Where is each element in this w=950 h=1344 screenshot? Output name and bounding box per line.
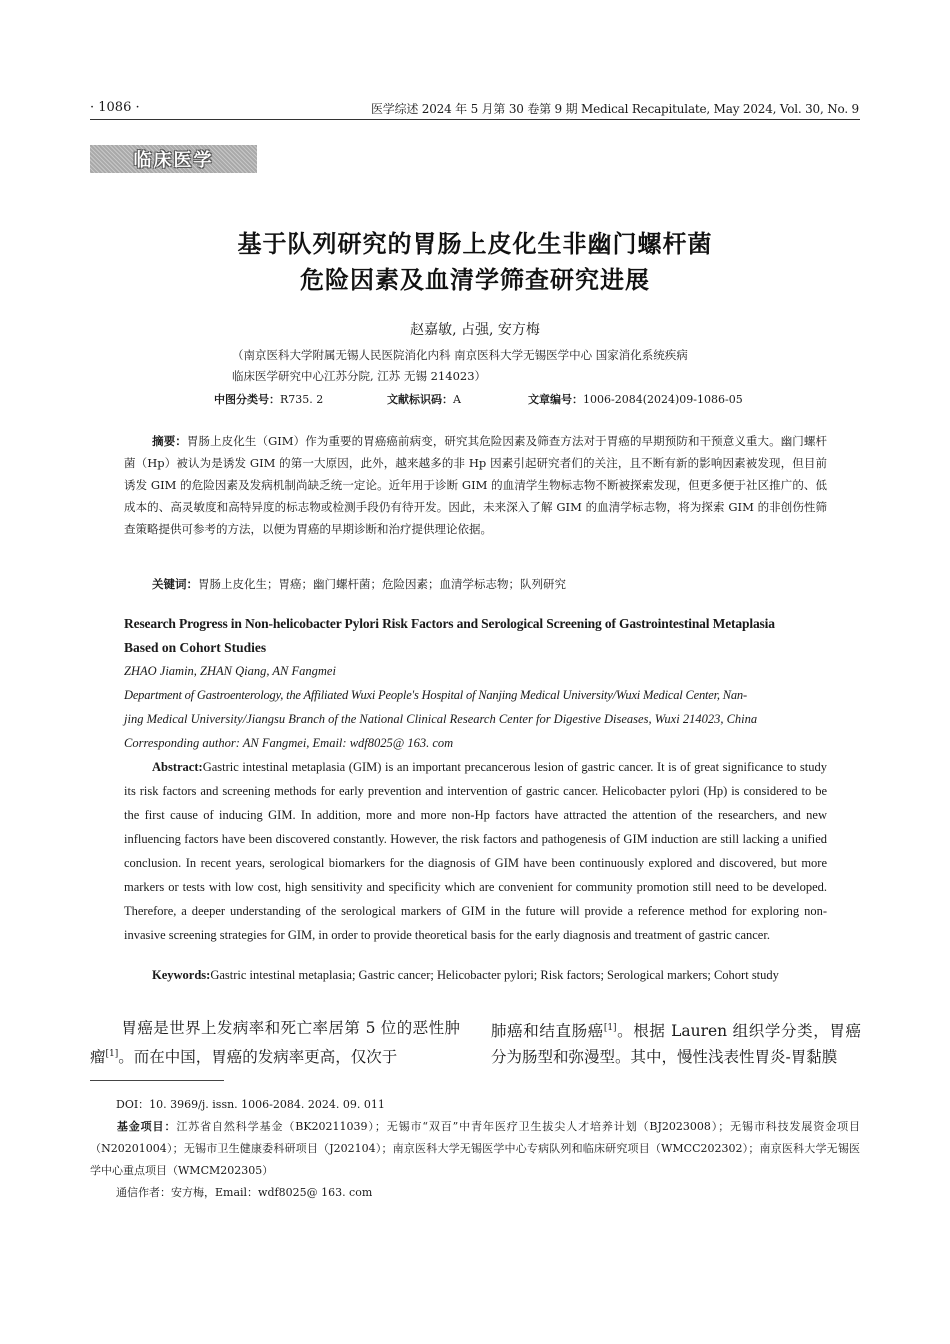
english-authors: ZHAO Jiamin, ZHAN Qiang, AN Fangmei <box>124 664 336 678</box>
affiliation-line1: （南京医科大学附属无锡人民医院消化内科 南京医科大学无锡医学中心 国家消化系统疾病 <box>232 348 688 362</box>
keywords-cn <box>124 573 827 595</box>
body-right-text: 肺癌和结直肠癌 <box>491 1022 604 1041</box>
body-right-column <box>491 1015 861 1070</box>
footnote-rule <box>90 1080 224 1081</box>
clc-value: R735. 2 <box>280 393 324 406</box>
doc-code-label: 文献标识码： <box>387 393 453 406</box>
authors: 赵嘉敏, 占强, 安方梅 <box>410 322 540 338</box>
english-title-line2: Based on Cohort Studies <box>124 640 267 655</box>
english-title-line1: Research Progress in Non-helicobacter Pylori Risk Factors and Serological Screening of Gastrointestinal Metaplasia <box>124 616 775 631</box>
keywords-en <box>152 968 779 983</box>
corresponding-author: Corresponding author: AN Fangmei, Email: wdf8025@ 163. com <box>124 736 454 750</box>
correspondence: 通信作者：安方梅，Email：wdf8025@ 163. com <box>116 1186 373 1199</box>
keywords-en-text: Gastric intestinal metaplasia; Gastric cancer; Helicobacter pylori; Risk factors; Serological markers; Cohort study <box>210 968 779 982</box>
abstract-cn-text: 胃肠上皮化生（GIM）作为重要的胃癌癌前病变，研究其危险因素及筛查方法对于胃癌的早期预防和干预意义重大。幽门螺杆菌（Hp）被认为是诱发 GIM 的第一大原因，此外，越来越多的非 Hp 因素引起研究者们的关注，且不断有新的影响因素被发现，但目前诱发 GIM 的危险因素及发病机制尚缺乏统一定论。近年用于诊断 GIM 的血清学生物标志物不断被探索发现，但更多便于社区推广的、低成本的、高灵敏度和高特异度的标志物或检测手段仍有待开发。因此，未来深入了解 GIM 的血清学标志物，将为探索 GIM 的非创伤性筛查策略提供可参考的方法，以便为胃癌的早期诊断和治疗提供理论依据。 <box>124 434 828 536</box>
doi: DOI：10. 3969/j. issn. 1006-2084. 2024. 09. 011 <box>116 1098 385 1111</box>
article-title-line2: 危险因素及血清学筛查研究进展 <box>300 266 650 294</box>
journal-info: 医学综述 2024 年 5 月第 30 卷第 9 期 Medical Recapitulate, May 2024, Vol. 30, No. 9 <box>370 102 859 116</box>
article-no-value: 1006-2084(2024)09-1086-05 <box>583 393 743 406</box>
fund-label: 基金项目： <box>116 1120 177 1133</box>
clc-label: 中图分类号： <box>214 393 280 406</box>
article-title-line1: 基于队列研究的胃肠上皮化生非幽门螺杆菌 <box>237 230 713 258</box>
article-number <box>528 391 743 407</box>
header-rule <box>90 119 860 120</box>
citation-ref: [1] <box>603 1023 617 1033</box>
english-affiliation-line1: Department of Gastroenterology, the Affiliated Wuxi People's Hospital of Nanjing Medical University/Wuxi Medical Center, Nan- <box>124 688 747 702</box>
fund-text: 江苏省自然科学基金（BK20211039）；无锡市“双百”中青年医疗卫生拔尖人才培养计划（BJ2023008）；无锡市科技发展资金项目（N20201004）；无锡市卫生健康委科研项目（J202104）；南京医科大学无锡医学中心专病队列和临床研究项目（WMCC202302）；南京医科大学无锡医学中心重点项目（WMCM202305） <box>90 1120 860 1177</box>
body-right-text2: 。根据 Lauren 组织学分类，胃癌分为肠型和弥漫型。其中，慢性浅表性胃炎-胃黏膜 <box>491 1022 861 1067</box>
keywords-cn-label: 关键词： <box>152 577 198 591</box>
doc-code-value: A <box>453 393 461 406</box>
doc-code <box>387 391 461 407</box>
article-no-label: 文章编号： <box>528 393 583 406</box>
fund-info <box>90 1116 860 1182</box>
abstract-en-label: Abstract: <box>152 760 203 774</box>
citation-ref: [1] <box>105 1049 119 1059</box>
body-left-text: 胃癌是世界上发病率和死亡率居第 5 位的恶性肿瘤 <box>90 1019 460 1067</box>
abstract-en <box>124 755 827 947</box>
section-tag-label: 临床医学 <box>133 150 214 171</box>
keywords-cn-text: 胃肠上皮化生；胃癌；幽门螺杆菌；危险因素；血清学标志物；队列研究 <box>198 577 566 591</box>
section-tag <box>90 145 257 173</box>
english-affiliation-line2: jing Medical University/Jiangsu Branch of the National Clinical Research Center for Digestive Diseases, Wuxi 214023, China <box>124 712 758 726</box>
abstract-cn <box>124 430 827 540</box>
body-left-text2: 。而在中国，胃癌的发病率更高，仅次于 <box>118 1048 398 1067</box>
affiliation-line2: 临床医学研究中心江苏分院, 江苏 无锡 214023） <box>232 369 487 383</box>
abstract-en-text: Gastric intestinal metaplasia (GIM) is an important precancerous lesion of gastric cancer. It is of great significance to study its risk factors and screening methods for early prevention and intervention of gastric cancer. Helicobacter pylori (Hp) is considered to be the first cause of inducing GIM. In addition, more and more non-Hp factors have attracted the attention of the researchers, and new influencing factors have been discovered constantly. However, the risk factors and pathogenesis of GIM induction are still lacking a unified conclusion. In recent years, serological biomarkers for the diagnosis of GIM have been continuously explored and discovered, but more markers or tests with low cost, high sensitivity and specificity which are convenient for community promotion still need to be developed. Therefore, a deeper understanding of the serological markers of GIM in the future will provide a reference method for exploring non-invasive screening strategies for GIM, in order to provide theoretical basis for the early diagnosis and treatment of gastric cancer. <box>124 760 827 942</box>
page-number: · 1086 · <box>90 100 140 115</box>
keywords-en-label: Keywords: <box>152 968 211 982</box>
body-left-column <box>90 1015 460 1070</box>
clc-number <box>214 391 323 407</box>
abstract-cn-label: 摘要： <box>152 434 187 448</box>
english-title <box>124 612 834 660</box>
